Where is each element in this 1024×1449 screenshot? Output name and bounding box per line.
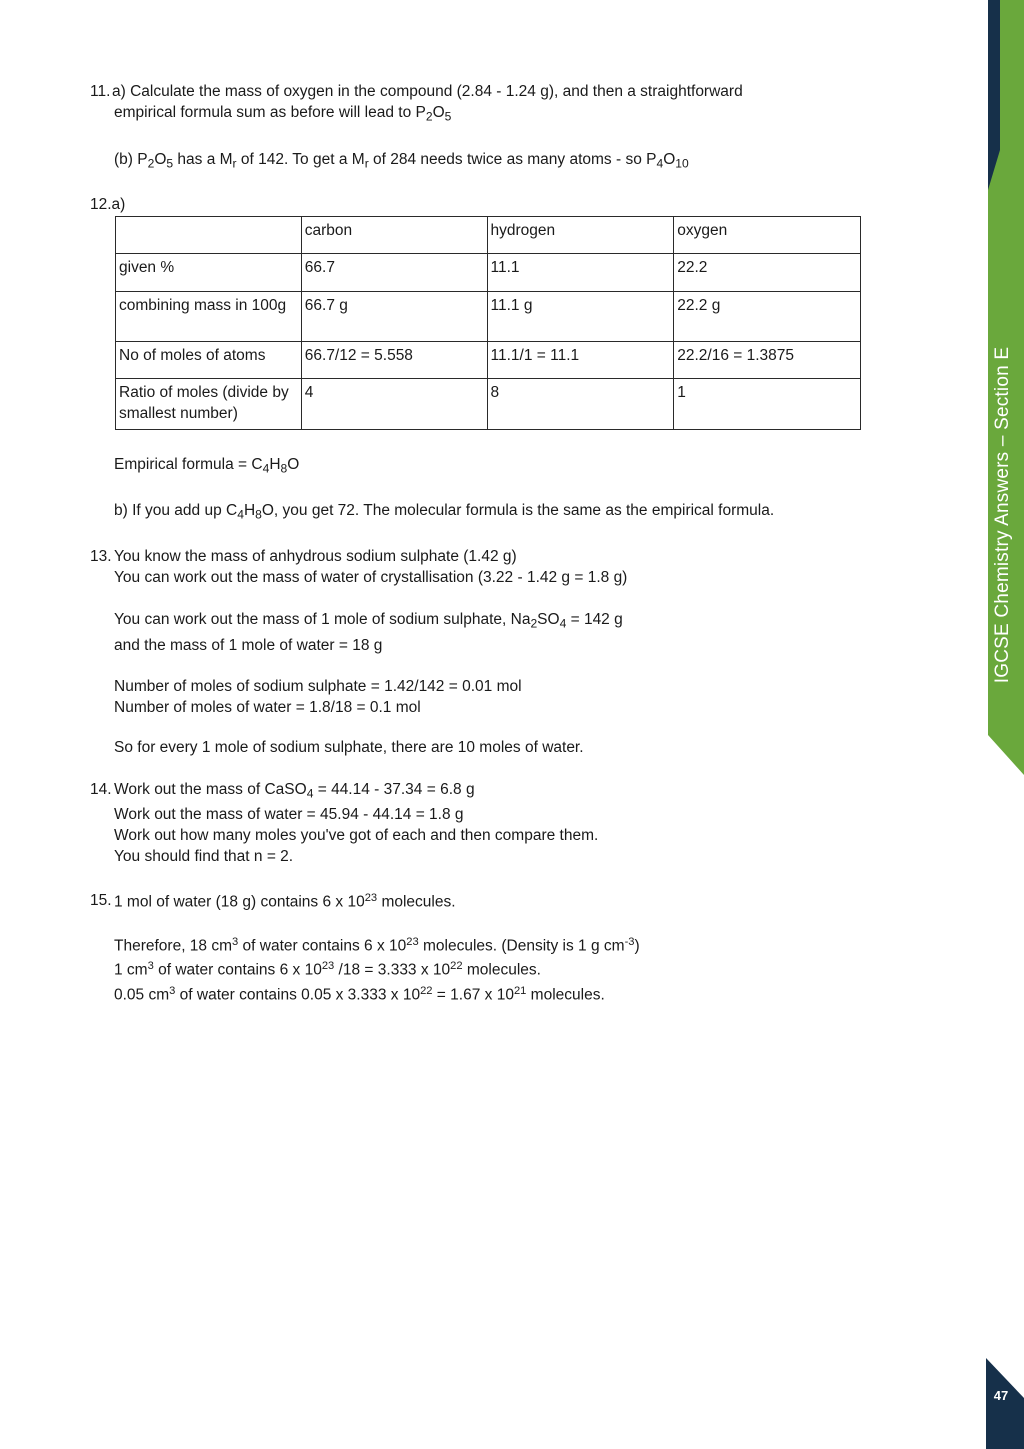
table-cell: No of moles of atoms (116, 342, 302, 379)
table-row (116, 292, 861, 342)
table-cell: Ratio of moles (divide by smallest number) (116, 379, 302, 430)
table-row (116, 342, 861, 379)
q12-b-line: b) If you add up $C_4H_8O$, you get 72. The molecular formula is the same as the empirical formula. (114, 502, 775, 522)
table-cell: combining mass in 100g (116, 292, 302, 342)
empirical-formula-line: Empirical formula = $C_4H_8O$ (114, 456, 300, 476)
table-cell: 66.7 g (301, 292, 487, 342)
q11-a-line1: a) Calculate the mass of oxygen in the compound (2.84 - 1.24 g), and then a straightforward (112, 83, 743, 100)
q11-number: 11. (90, 83, 111, 100)
q11-a-line2: empirical formula sum as before will lead to $P_2O_5$ (114, 104, 452, 124)
q13-line6: Number of moles of water = 1.8/18 = 0.1 mol (114, 699, 421, 716)
q13-line1: You know the mass of anhydrous sodium sulphate (1.42 g) (114, 548, 517, 565)
section-title: IGCSE Chemistry Answers – Section E (992, 346, 1013, 684)
table-cell: 11.1 (487, 254, 674, 292)
table-row (116, 379, 861, 430)
table-cell: 66.7/12 = 5.558 (301, 342, 487, 379)
q11-b-line: (b) $P_2O_5$ has a $M_r$ of 142. To get a $M_r$ of 284 needs twice as many atoms - so $P_4O_{10}$ (114, 151, 689, 171)
table-cell: 66.7 (301, 254, 487, 292)
q13-line7: So for every 1 mole of sodium sulphate, there are 10 moles of water. (114, 739, 584, 756)
q15-line4: 0.05 $cm^3$ of water contains 0.05 x 3.333 x $10^{22} = 1.67$ x $10^{21}$ molecules. (114, 985, 605, 1004)
table-row (116, 254, 861, 292)
table-header-cell: carbon (301, 217, 487, 254)
table-cell: 11.1 g (487, 292, 674, 342)
table-cell: 1 (674, 379, 861, 430)
q13-number: 13. (90, 548, 112, 565)
table-cell: 22.2 g (674, 292, 861, 342)
q15-line3: 1 $cm^3$ of water contains 6 x $10^{23}$ /18 = 3.333 x $10^{22}$ molecules. (114, 960, 541, 979)
q12-label: 12.a) (90, 196, 126, 213)
empirical-table (115, 216, 861, 430)
table-header-cell (116, 217, 302, 254)
q14-line2: Work out the mass of water = 45.94 - 44.14 = 1.8 g (114, 806, 464, 823)
page-corner-tab (986, 1358, 1024, 1449)
table-cell: 4 (301, 379, 487, 430)
table-header-cell: oxygen (674, 217, 861, 254)
q13-line4: and the mass of 1 mole of water = 18 g (114, 637, 383, 654)
q14-line4: You should find that n = 2. (114, 848, 294, 865)
q13-line2: You can work out the mass of water of crystallisation (3.22 - 1.42 g = 1.8 g) (114, 569, 628, 586)
q13-line5: Number of moles of sodium sulphate = 1.42/142 = 0.01 mol (114, 678, 522, 695)
q15-line2: Therefore, 18 $cm^3$ of water contains 6 x $10^{23}$ molecules. (Density is 1 g $cm^{-3}$) (114, 936, 640, 955)
table-cell: 11.1/1 = 11.1 (487, 342, 674, 379)
page-number: 47 (993, 1388, 1009, 1403)
table-cell: 22.2/16 = 1.3875 (674, 342, 861, 379)
q14-number: 14. (90, 781, 112, 798)
table-cell: 8 (487, 379, 674, 430)
table-header-row (116, 217, 861, 254)
table-cell: given % (116, 254, 302, 292)
q15-line1: 1 mol of water (18 g) contains 6 x $10^{23}$ molecules. (114, 892, 456, 911)
table-cell: 22.2 (674, 254, 861, 292)
q14-line3: Work out how many moles you've got of each and then compare them. (114, 827, 599, 844)
table-header-cell: hydrogen (487, 217, 674, 254)
q13-line3: You can work out the mass of 1 mole of sodium sulphate, $Na_2SO_4 = 142$ g (114, 611, 623, 631)
q14-line1: Work out the mass of CaSO$_4$ = 44.14 - 37.34 = 6.8 g (114, 781, 475, 801)
q15-number: 15. (90, 892, 112, 909)
